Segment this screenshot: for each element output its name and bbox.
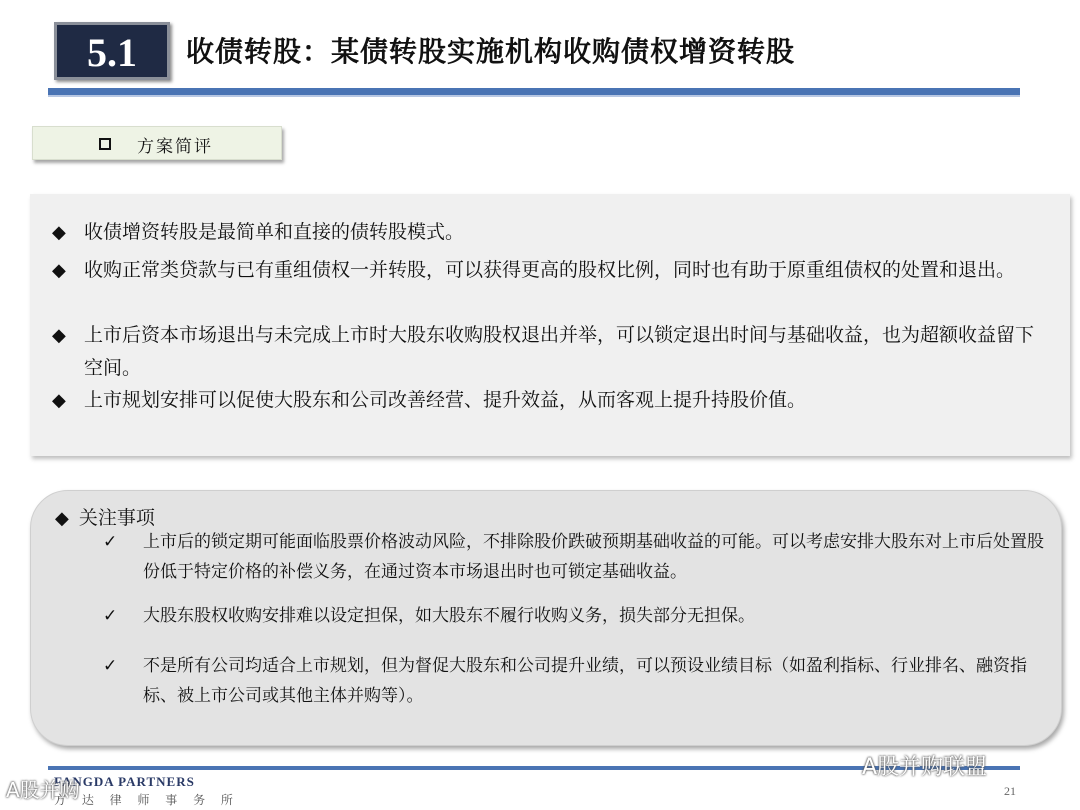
- title-divider-light: [48, 95, 1020, 97]
- square-bullet-icon: [99, 138, 111, 150]
- section-number: 5.1: [87, 30, 137, 75]
- slide-title: 收债转股：某债转股实施机构收购债权增资转股: [186, 35, 796, 68]
- notes-item: [103, 527, 1053, 587]
- summary-bullet-text: 上市后资本市场退出与未完成上市时大股东收购股权退出并举，可以锁定退出时间与基础收益，也为超额收益留下空间。: [84, 324, 1035, 379]
- diamond-bullet-icon: ◆: [52, 390, 66, 411]
- summary-bullet: [52, 254, 1052, 287]
- notes-heading: [55, 503, 155, 530]
- diamond-bullet-icon: ◆: [52, 260, 66, 281]
- section-tag: [32, 126, 282, 160]
- summary-panel: [30, 194, 1070, 456]
- watermark-left: A股并购: [6, 778, 80, 802]
- checkmark-icon: ✓: [103, 606, 118, 626]
- section-tag-label: 方案简评: [137, 137, 213, 157]
- watermark-right: A股并购联盟: [862, 755, 988, 780]
- diamond-bullet-icon: ◆: [52, 222, 66, 243]
- summary-bullet-text: 上市规划安排可以促使大股东和公司改善经营、提升效益，从而客观上提升持股价值。: [84, 389, 807, 411]
- notes-panel: [30, 490, 1062, 746]
- footer-brand: FANGDA PARTNERS: [54, 774, 195, 789]
- summary-bullet: [52, 319, 1052, 385]
- page-number: 21: [1004, 784, 1016, 798]
- summary-bullet-text: 收债增资转股是最简单和直接的债转股模式。: [84, 221, 465, 243]
- notes-item: [103, 601, 1053, 631]
- summary-bullet: [52, 384, 1052, 417]
- diamond-bullet-icon: ◆: [55, 508, 69, 529]
- footer-brand-cn: 方 达 律 师 事 务 所: [54, 793, 239, 807]
- summary-bullet: [52, 216, 1052, 249]
- diamond-bullet-icon: ◆: [52, 325, 66, 346]
- notes-heading-text: 关注事项: [78, 507, 155, 529]
- section-number-box: [54, 22, 170, 80]
- title-divider: [48, 88, 1020, 95]
- checkmark-icon: ✓: [103, 656, 118, 676]
- notes-item-text: 大股东股权收购安排难以设定担保，如大股东不履行收购义务，损失部分无担保。: [143, 606, 755, 626]
- checkmark-icon: ✓: [103, 532, 118, 552]
- notes-item-text: 不是所有公司均适合上市规划，但为督促大股东和公司提升业绩，可以预设业绩目标（如盈利指标、行业排名、融资指标、被上市公司或其他主体并购等）。: [143, 656, 1027, 706]
- notes-item-text: 上市后的锁定期可能面临股票价格波动风险，不排除股价跌破预期基础收益的可能。可以考虑安排大股东对上市后处置股份低于特定价格的补偿义务，在通过资本市场退出时也可锁定基础收益。: [143, 532, 1044, 582]
- summary-bullet-text: 收购正常类贷款与已有重组债权一并转股，可以获得更高的股权比例，同时也有助于原重组债权的处置和退出。: [84, 259, 1016, 281]
- notes-item: [103, 651, 1053, 711]
